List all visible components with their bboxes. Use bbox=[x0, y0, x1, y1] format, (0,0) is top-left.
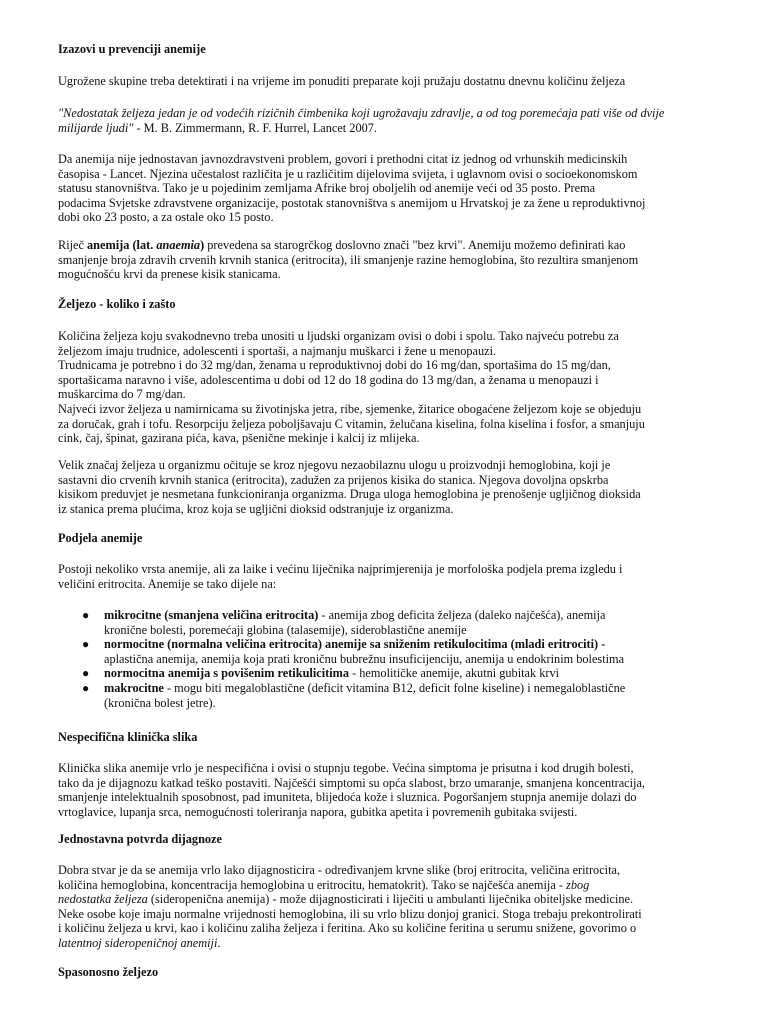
text-run: prevedena sa starogrčkog doslovno znači "bez krvi". Anemiju možemo definirati kao bbox=[204, 238, 626, 252]
text-run: količina hemoglobina, koncentracija hemoglobina u eritrocitu, hematokrit). Tako se najčešća anemija - bbox=[58, 877, 567, 892]
bold-term: mikrocitne (smanjena veličina eritrocita) bbox=[104, 608, 319, 622]
text-line: za doručak, grah i tofu. Resorpciju željeza poboljšavaju C vitamin, želučana kiselina, folna kiselina i fosfor, a smanjuju bbox=[58, 416, 645, 431]
list-item bbox=[82, 637, 682, 666]
italic-term: nedostatka željeza bbox=[58, 892, 148, 907]
text-line: Količina željeza koju svakodnevno treba unositi u ljudski organizam ovisi o dobi i spolu. Tako najveću potrebu za bbox=[58, 329, 619, 343]
text-line: časopisa - Lancet. Njezina učestalost različita je u različitim dijelovima svijeta, i uglavnom ovisi o socioekonomskom bbox=[58, 166, 638, 181]
text-line: Neke osobe koje imaju normalne vrijednosti hemoglobina, ili su vrlo blizu donjoj granici. Stoga trebaju prekontrolirati bbox=[58, 906, 642, 921]
text-line: Da anemija nije jednostavan javnozdravstveni problem, govori i prethodni citat iz jednog od vrhunskih medicinskih bbox=[58, 152, 628, 166]
paragraph bbox=[58, 761, 698, 819]
quote-source: - M. B. Zimmermann, R. F. Hurrel, Lancet 2007. bbox=[133, 120, 377, 135]
text-run: (sideropenična anemija) - može dijagnosticirati i liječiti u ambulanti liječnika obiteljske medicine. bbox=[147, 892, 634, 907]
text-line: tako da je dijagnozu katkad teško postaviti. Najčešći simptomi su opća slabost, brzo umaranje, smanjena koncentracija, bbox=[58, 775, 646, 790]
bold-term: normocitna anemija s povišenim retikulicitima bbox=[104, 666, 350, 681]
bold-term: anemija (lat. bbox=[87, 238, 157, 252]
text-line bbox=[58, 892, 698, 907]
text-line: (kronična bolest jetre). bbox=[104, 695, 216, 710]
text-line: Trudnicama je potrebno i do 32 mg/dan, ženama u reproduktivnoj dobi do 16 mg/dan, sportašima do 15 mg/dan, bbox=[58, 358, 611, 373]
text-line: sportašicama naravno i više, adolescentima u dobi od 12 do 18 godina do 13 mg/dan, a ženama u menopauzi i bbox=[58, 372, 599, 387]
paragraph bbox=[58, 238, 698, 282]
text-line: vrtoglavice, lupanja srca, nemogućnosti toleriranja napora, gubitka apetita i povremenih gubitaka svijesti. bbox=[58, 804, 578, 819]
text-run: . bbox=[217, 935, 221, 950]
text-line: statusu stanovništva. Tako je u pojedinim zemljama Afrike broj oboljelih od anemije veći od 35 posto. Prema bbox=[58, 181, 596, 196]
bullet-icon: ● bbox=[82, 608, 90, 622]
text-line bbox=[58, 238, 698, 253]
text-line: Velik značaj željeza u organizmu očituje se kroz njegovu nezaobilaznu ulogu u proizvodnji hemoglobina, koji je bbox=[58, 458, 611, 472]
text-run: - bbox=[598, 637, 606, 652]
quote-paragraph bbox=[58, 106, 708, 135]
text-line: kisikom preduvjet je nesmetana funkcioniranja organizma. Druga uloga hemoglobina je prenošenje ugljičnog dioksida bbox=[58, 487, 641, 502]
section-heading: Izazovi u prevenciji anemije bbox=[58, 42, 206, 56]
text-line: cink, čaj, špinat, gazirana pića, kava, pšenične mekinje i kalcij iz mlijeka. bbox=[58, 431, 420, 446]
italic-term: zbog bbox=[566, 877, 590, 892]
text-line: Najveći izvor željeza u namirnicama su životinjska jetra, ribe, sjemenke, žitarice obogaćene željezom koje se objeduju bbox=[58, 401, 642, 416]
text-run: - anemija zbog deficita željeza (daleko najčešća), anemija bbox=[318, 608, 606, 622]
paragraph bbox=[58, 458, 698, 516]
text-line bbox=[58, 878, 698, 893]
list-item bbox=[82, 666, 682, 681]
bold-term: normocitne (normalna veličina eritrocita) anemije sa sniženim retikulocitima (mladi eritrociti) bbox=[104, 637, 599, 652]
bullet-icon: ● bbox=[82, 637, 90, 652]
paragraph bbox=[58, 329, 698, 446]
paragraph bbox=[58, 863, 698, 951]
text-line bbox=[58, 936, 698, 951]
italic-term: latentnoj sideropeničnoj anemiji bbox=[58, 935, 218, 950]
list-item bbox=[82, 681, 682, 710]
text-run: Riječ bbox=[58, 238, 88, 252]
text-line: mogućnošću krvi da prenese kisik stanicama. bbox=[58, 267, 281, 282]
text-line: smanjenje broja zdravih crvenih krvnih stanica (eritrocita), ili smanjenje razine hemoglobina, što rezultira smanjenom bbox=[58, 252, 639, 267]
text-line: kronične bolesti, poremećaji globina (talasemije), sideroblastične anemije bbox=[104, 622, 467, 637]
section-heading: Željezo - koliko i zašto bbox=[58, 297, 176, 311]
bullet-icon: ● bbox=[82, 680, 90, 695]
section-heading: Nespecifična klinička slika bbox=[58, 730, 198, 744]
paragraph: Ugrožene skupine treba detektirati i na vrijeme im ponuditi preparate koji pružaju dostatnu dnevnu količinu željeza bbox=[58, 74, 626, 88]
text-line: i količinu željeza u krvi, kao i količinu zaliha željeza i feritina. Ako su količine feritina u serumu snižene, govorimo o bbox=[58, 921, 637, 936]
list-item bbox=[82, 608, 682, 637]
text-run: ) bbox=[200, 238, 205, 252]
text-line: Klinička slika anemije vrlo je nespecifična i ovisi o stupnju tegobe. Većina simptoma je prisutna i kod drugih bolesti, bbox=[58, 761, 634, 775]
text-line: smanjenje intelektualnih sposobnost, pad imuniteta, blijedoća kože i sluznica. Pogoršanjem stupnja anemije dolazi do bbox=[58, 790, 637, 805]
text-line: muškarcima do 7 mg/dan. bbox=[58, 387, 186, 402]
text-line: željezom imaju trudnice, adolescenti i sportaši, a najmanju muškarci i žene u menopauzi. bbox=[58, 343, 497, 358]
text-line: dobi oko 23 posto, a za ostale oko 15 posto. bbox=[58, 210, 274, 225]
text-line: veličini eritrocita. Anemije se tako dijele na: bbox=[58, 576, 277, 591]
anemia-type-list bbox=[82, 608, 682, 710]
text-run: - mogu biti megaloblastične (deficit vitamina B12, deficit folne kiseline) i nemegaloblastične bbox=[163, 680, 626, 695]
text-line: Dobra stvar je da se anemija vrlo lako dijagnosticira - određivanjem krvne slike (broj eritrocita, veličina eritrocita, bbox=[58, 863, 621, 877]
bold-term: makrocitne bbox=[104, 680, 164, 695]
text-line: podacima Svjetske zdravstvene organizacije, postotak stanovništva s anemijom u Hrvatskoj je za žene u reproduktivnoj bbox=[58, 195, 646, 210]
section-heading: Podjela anemije bbox=[58, 531, 143, 545]
paragraph bbox=[58, 562, 698, 591]
text-line: iz stanica prema plućima, kroz koja se ugljični dioksid odstranjuje iz organizma. bbox=[58, 501, 454, 516]
quote-text: "Nedostatak željeza jedan je od vodećih rizičnih čimbenika koji ugrožavaju zdravlje, a od tog poremećaja pati više od dvije milijarde ljudi" bbox=[58, 106, 665, 135]
text-line: Postoji nekoliko vrsta anemije, ali za laike i većinu liječnika najprimjerenija je morfološka podjela prema izgledu i bbox=[58, 562, 623, 576]
bullet-icon: ● bbox=[82, 666, 90, 681]
latin-term: anaemia bbox=[156, 238, 201, 252]
text-line: sastavni dio crvenih krvnih stanica (eritrocita), zadužen za prijenos kisika do stanica. Njegova dovoljna opskrba bbox=[58, 472, 609, 487]
text-line: aplastična anemija, anemija koja prati kroničnu bubrežnu insuficijenciju, anemija u endokrinim bolestima bbox=[104, 651, 625, 666]
paragraph bbox=[58, 152, 698, 225]
section-heading: Spasonosno željezo bbox=[58, 965, 159, 979]
section-heading: Jednostavna potvrda dijagnoze bbox=[58, 832, 222, 846]
text-run: - hemolitičke anemije, akutni gubitak krvi bbox=[349, 666, 560, 681]
